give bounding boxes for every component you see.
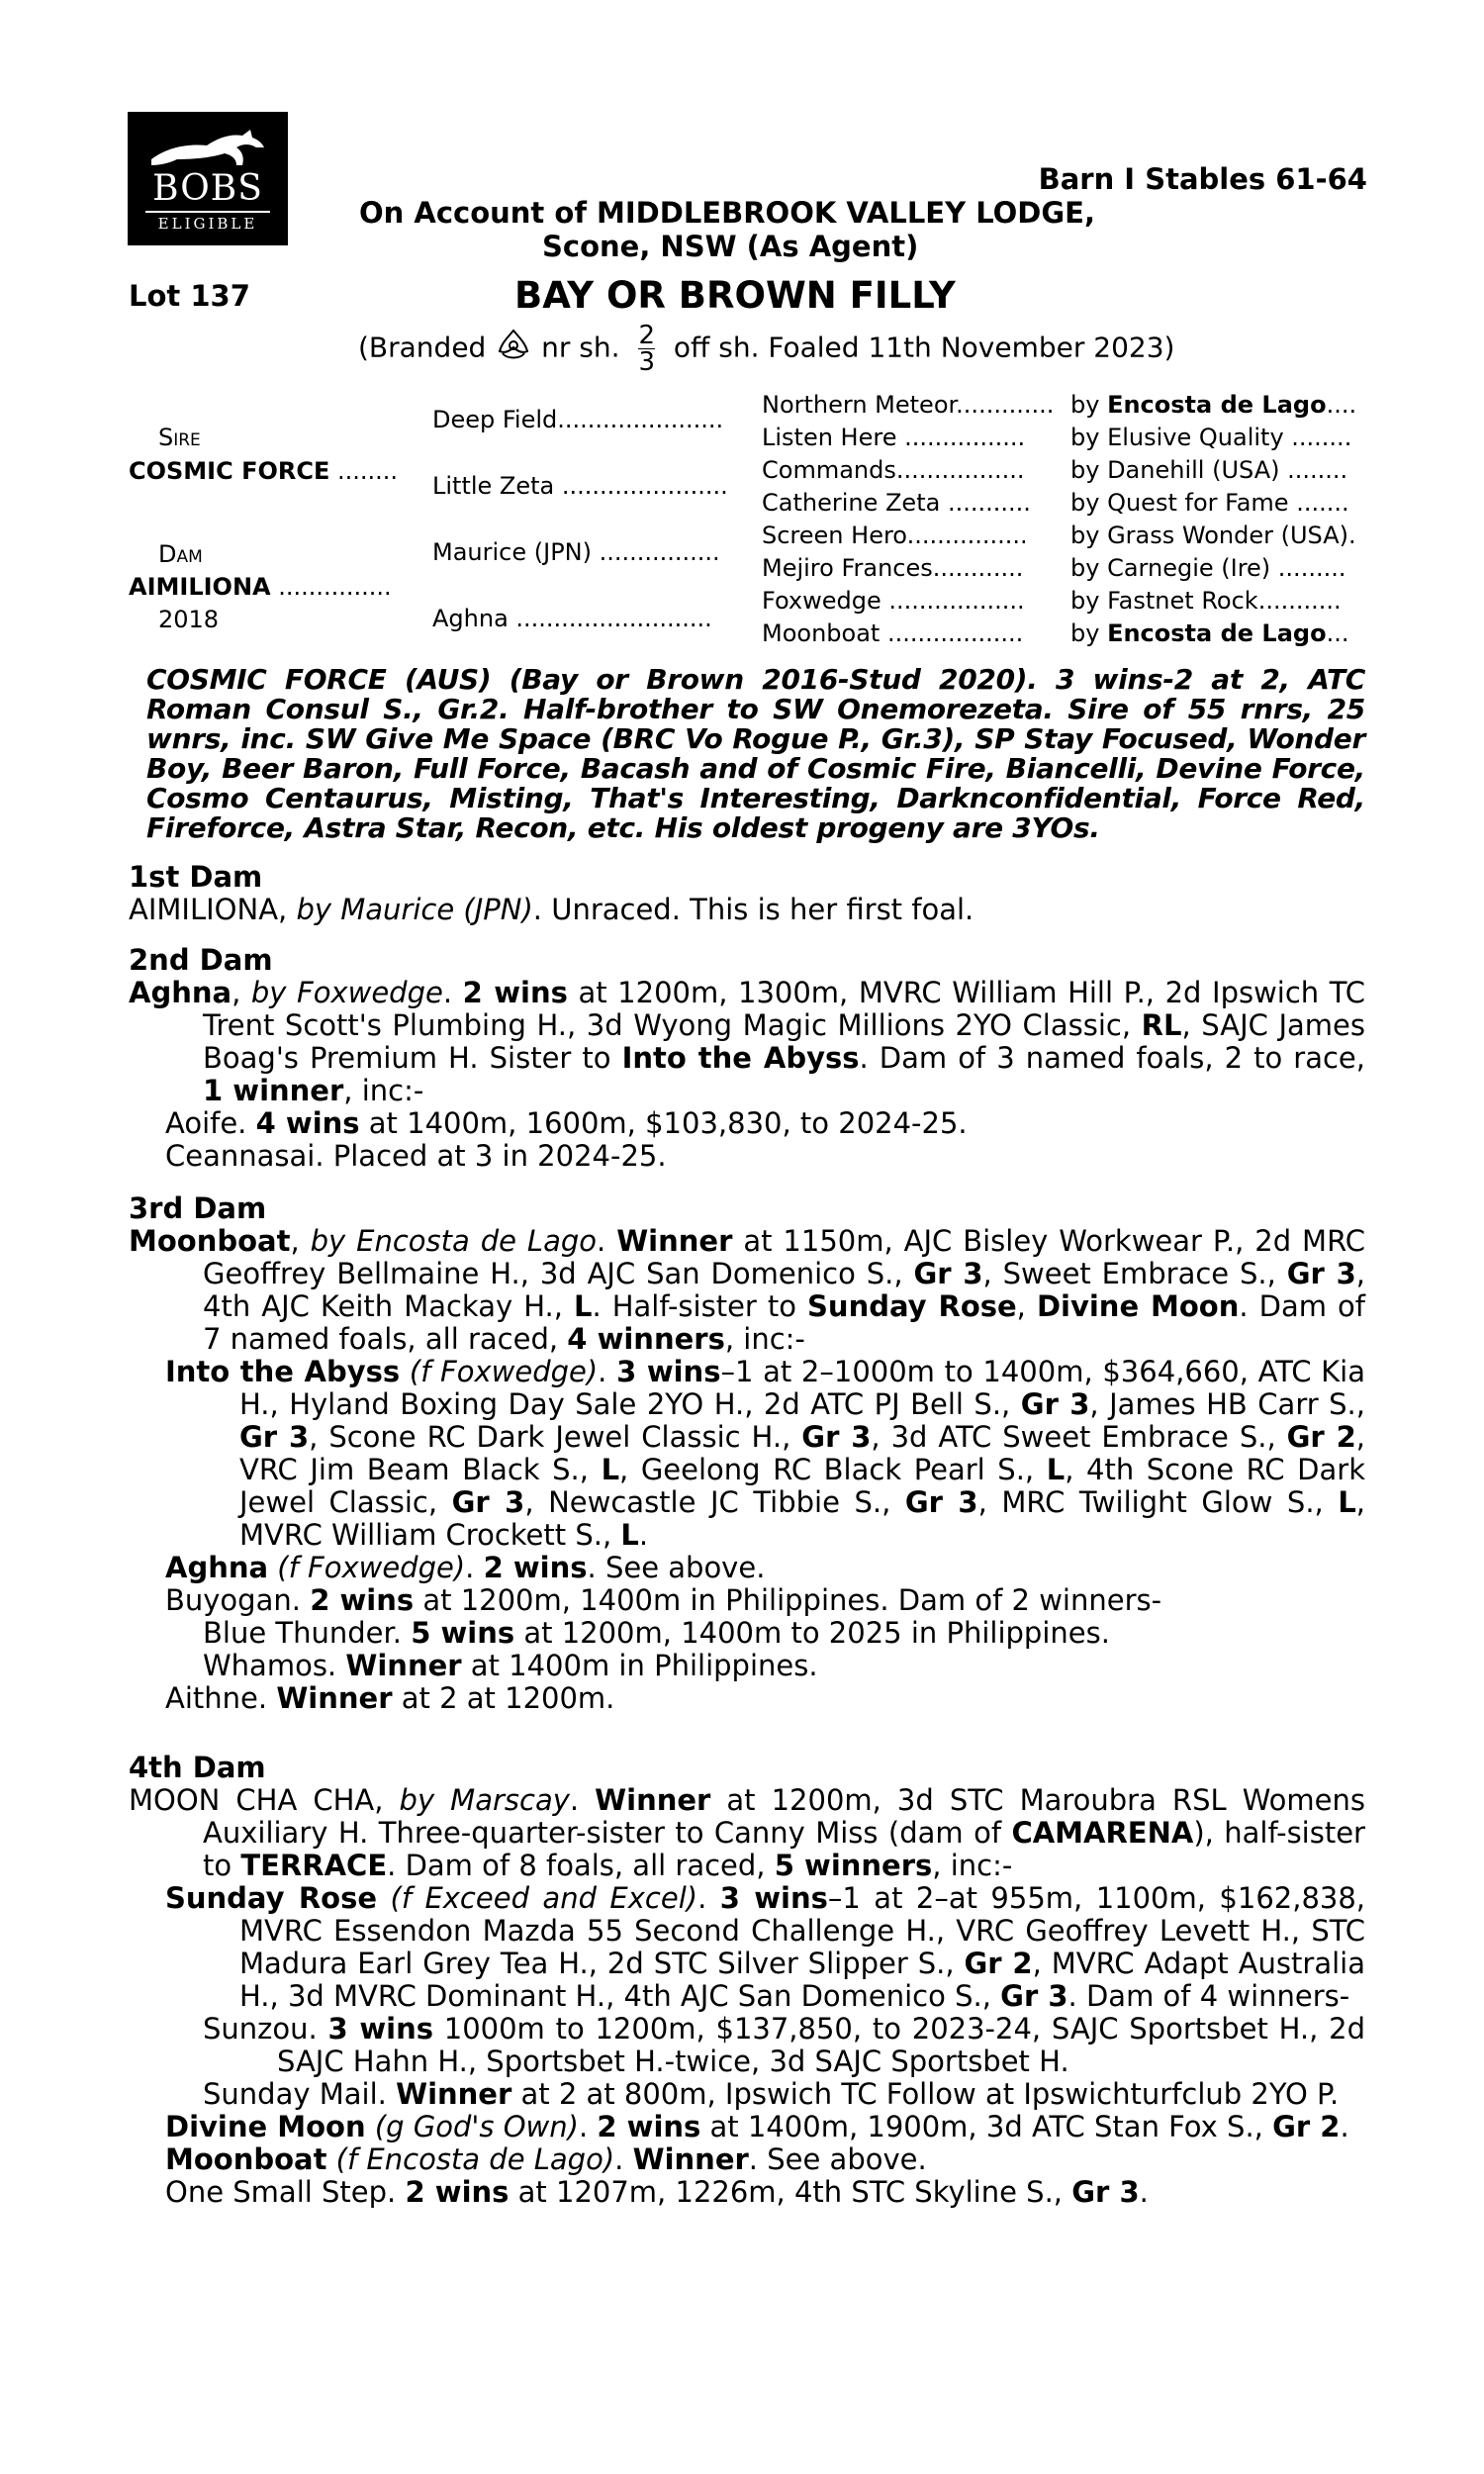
- by-word: by: [1070, 489, 1100, 517]
- fourth-dam-text: [129, 1784, 1365, 1882]
- foal-name: Blue Thunder.: [203, 1616, 412, 1650]
- by-word: by: [1070, 554, 1100, 582]
- gen2-name: Aghna: [432, 605, 509, 632]
- relative-name: Sunday Rose: [807, 1289, 1017, 1323]
- record-text: , VRC Jim Beam Black S.,: [239, 1420, 1365, 1486]
- brand-fraction: [638, 323, 655, 375]
- record-text: , MVRC William Crockett S.,: [239, 1485, 1366, 1552]
- race-grade: Gr 3: [904, 1485, 978, 1519]
- first-dam-text: [129, 894, 1365, 926]
- record-text: , 4th Scone RC Dark Jewel Classic,: [239, 1453, 1365, 1519]
- record-text: , inc:-: [932, 1849, 1013, 1882]
- winners-count: 1 winner: [203, 1074, 344, 1107]
- dam-record-text: . Unraced. This is her first foal.: [532, 893, 974, 926]
- record-text: .: [697, 1881, 720, 1915]
- record-text: , inc:-: [343, 1074, 424, 1107]
- gen2-name: Maurice (JPN): [432, 538, 592, 566]
- record-text: , MRC Twilight Glow S.,: [977, 1485, 1339, 1519]
- gen3-entry: Commands.................: [762, 456, 1025, 484]
- gen3-entry: Northern Meteor.............: [762, 391, 1055, 419]
- wins-text: 2 wins: [462, 976, 568, 1009]
- sire-essay: COSMIC FORCE (AUS) (Bay or Brown 2016-Stud 2020). 3 wins-2 at 2, ATC Roman Consul S., Gr.2. Half-brother to SW Onemorezeta. Sire of 55 rnrs, 25 wnrs, inc. SW Give Me Space (BRC Vo Rogue P., Gr.3), SP Stay Focused, Wonder Boy, Beer Baron, Full Force, Bacash and of Cosmic Fire, Biancelli, Devine Force, Cosmo Centaurus, Misting, That's Interesting, Darknconfidential, Force Red, Fireforce, Astra Star, Recon, etc. His oldest progeny are 3YOs.: [146, 663, 1365, 844]
- record-text: ,: [1016, 1289, 1037, 1323]
- gen3-sire-name: Quest for Fame: [1107, 489, 1289, 517]
- foal-name: Divine Moon: [165, 2110, 366, 2143]
- gen2-entry: Deep Field......................: [432, 406, 724, 433]
- winners-count: 4 winners: [567, 1322, 725, 1356]
- race-grade: Gr 3: [1286, 1257, 1356, 1290]
- record-text: .: [1340, 2110, 1349, 2143]
- foal-name: Aoife.: [165, 1106, 256, 1140]
- record-text: , 4th AJC Keith Mackay H.,: [203, 1257, 1365, 1323]
- foal-name: Moonboat: [165, 2142, 327, 2176]
- gen3-sire-name: Grass Wonder (USA).: [1107, 522, 1356, 549]
- wins-text: 2 wins: [597, 2110, 701, 2143]
- race-grade: Gr 3: [1071, 2175, 1140, 2209]
- gen3-sire: by Danehill (USA) ........: [1070, 456, 1348, 484]
- dam-name: MOON CHA CHA,: [129, 1783, 400, 1817]
- wins-text: Winner: [616, 1224, 733, 1258]
- foal-entry: [129, 1140, 1365, 1173]
- third-dam-section: [129, 1192, 1365, 1715]
- grandfoal-entry: [129, 1650, 1365, 1682]
- horse-logo-icon: [147, 126, 268, 171]
- gen3-sire: by Elusive Quality ........: [1070, 424, 1352, 451]
- gen2-name: Deep Field: [432, 406, 558, 433]
- gen3-name: Listen Here: [762, 424, 897, 451]
- race-grade: L: [1046, 1453, 1066, 1486]
- record-text: at 1200m, 1400m to 2025 in Philippines.: [514, 1616, 1110, 1650]
- dam-sire: by Encosta de Lago: [310, 1224, 598, 1258]
- wins-text: Winner: [595, 1783, 711, 1817]
- logo-sub-text: ELIGIBLE: [145, 211, 270, 233]
- gen3-name: Foxwedge: [762, 587, 881, 615]
- foal-sire: (f Encosta de Lago): [326, 2142, 615, 2176]
- gen2-name: Little Zeta: [432, 472, 555, 500]
- gen2-entry: Maurice (JPN) ................: [432, 538, 720, 566]
- gen3-entry: Mejiro Frances............: [762, 554, 1024, 582]
- by-word: by: [1070, 424, 1100, 451]
- bobs-eligible-logo: [128, 112, 288, 245]
- record-text: –1 at 2–at 955m, 1100m, $162,838, MVRC Essendon Mazda 55 Second Challenge H., VRC Geoffrey Levett H., STC Madura Earl Grey Tea H., 2d STC Silver Slipper S.,: [239, 1881, 1366, 1980]
- record-text: .: [614, 2142, 633, 2176]
- relative-name: CAMARENA: [1011, 1816, 1194, 1850]
- record-text: , Geelong RC Black Pearl S.,: [619, 1453, 1047, 1486]
- foal-name: Into the Abyss: [165, 1355, 401, 1388]
- record-text: . Dam of 8 foals, all raced,: [387, 1849, 775, 1882]
- record-text: . See above.: [748, 2142, 927, 2176]
- third-dam-heading: 3rd Dam: [129, 1191, 267, 1225]
- race-grade: L: [1338, 1485, 1356, 1519]
- gen3-entry: Foxwedge ..................: [762, 587, 1025, 615]
- dam-sire: by Marscay: [399, 1783, 570, 1817]
- record-text: .: [465, 1551, 484, 1584]
- record-text: , inc:-: [724, 1322, 805, 1356]
- record-text: –1 at 2–1000m to 1400m, $364,660, ATC Kia H., Hyland Boxing Day Sale 2YO H., 2d ATC PJ Bell S.,: [239, 1355, 1366, 1421]
- foal-name: Whamos.: [203, 1649, 346, 1682]
- foal-name: Sunday Mail.: [203, 2077, 397, 2111]
- wins-text: Winner: [276, 1681, 393, 1715]
- brand-line: [358, 323, 1174, 375]
- race-grade: Gr 3: [451, 1485, 525, 1519]
- wins-text: 5 wins: [411, 1616, 515, 1650]
- sire-label: Sire: [158, 424, 201, 451]
- race-grade: Gr 3: [1000, 1979, 1068, 2013]
- gen3-name: Screen Hero: [762, 522, 907, 549]
- record-text: . Dam of 7 named foals, all raced,: [203, 1289, 1365, 1356]
- relative-name: TERRACE: [240, 1849, 388, 1882]
- grandfoal-entry: [129, 1617, 1365, 1650]
- gen3-sire-name: Encosta de Lago: [1107, 619, 1327, 647]
- wins-text: 3 wins: [719, 1881, 828, 1915]
- by-word: by: [1070, 391, 1100, 419]
- sire-row: COSMIC FORCE ........: [129, 457, 399, 485]
- dam-name: Aghna: [129, 976, 232, 1009]
- record-text: .: [638, 1518, 649, 1552]
- race-grade: Gr 3: [913, 1257, 983, 1290]
- record-text: at 1207m, 1226m, 4th STC Skyline S.,: [509, 2175, 1072, 2209]
- foal-name: Aithne.: [165, 1681, 277, 1715]
- record-text: , Sweet Embrace S.,: [982, 1257, 1287, 1290]
- barn-stables: Barn I Stables 61-64: [1038, 162, 1367, 196]
- gen3-name: Catherine Zeta: [762, 489, 941, 517]
- horse-title: BAY OR BROWN FILLY: [514, 274, 956, 317]
- foal-entry: [129, 2176, 1365, 2209]
- record-text: at 1400m, 1600m, $103,830, to 2024-25.: [359, 1106, 968, 1140]
- record-text: 1000m to 1200m, $137,850, to 2023-24, SAJC Sportsbet H., 2d SAJC Hahn H., Sportsbet H.-twice, 3d SAJC Sportsbet H.: [277, 2012, 1365, 2078]
- race-grade: Gr 2: [1272, 2110, 1341, 2143]
- fourth-dam-section: [129, 1752, 1365, 2209]
- by-word: by: [1070, 456, 1100, 484]
- record-text: at 1150m, AJC Bisley Workwear P., 2d MRC Geoffrey Bellmaine H., 3d AJC San Domenico S.,: [203, 1224, 1366, 1290]
- foal-name: Aghna: [165, 1551, 269, 1584]
- gen3-sire-name: Encosta de Lago: [1107, 391, 1327, 419]
- first-dam-heading: 1st Dam: [129, 860, 263, 894]
- gen3-name: Mejiro Frances: [762, 554, 933, 582]
- relative-name: Divine Moon: [1036, 1289, 1240, 1323]
- by-word: by: [1070, 587, 1100, 615]
- race-grade: Gr 3: [1020, 1387, 1090, 1421]
- sire-name: COSMIC FORCE: [129, 457, 330, 485]
- fraction-numerator: 2: [638, 321, 655, 350]
- fraction-denominator: 3: [638, 347, 655, 377]
- foal-entry: [129, 1584, 1365, 1617]
- gen3-sire-name: Carnegie (Ire): [1107, 554, 1271, 582]
- wins-text: 3 wins: [616, 1355, 721, 1388]
- record-text: , James HB Carr S.,: [1089, 1387, 1365, 1421]
- foal-entry: [129, 2143, 1365, 2176]
- record-text: , SAJC James Boag's Premium H. Sister to: [203, 1008, 1365, 1075]
- race-grade: Gr 3: [239, 1420, 310, 1454]
- record-text: ), half-sister to: [203, 1816, 1365, 1882]
- record-text: at 1200m, 1300m, MVRC William Hill P., 2d Ipswich TC Trent Scott's Plumbing H., 3d Wyong Magic Millions 2YO Classic,: [203, 976, 1366, 1042]
- gen3-name: Northern Meteor: [762, 391, 957, 419]
- foal-entry: [129, 1552, 1365, 1584]
- gen3-sire: by Carnegie (Ire) .........: [1070, 554, 1346, 582]
- wins-text: 2 wins: [405, 2175, 510, 2209]
- brand-prefix: (Branded: [358, 331, 487, 364]
- record-text: at 1200m, 1400m in Philippines. Dam of 2 winners-: [414, 1583, 1162, 1617]
- record-text: at 2 at 800m, Ipswich TC Follow at Ipswichturfclub 2YO P.: [511, 2077, 1340, 2111]
- grandfoal-entry: [129, 2013, 1365, 2078]
- by-word: by: [1070, 522, 1100, 549]
- gen3-sire-name: Fastnet Rock: [1107, 587, 1258, 615]
- gen3-entry: Listen Here ................: [762, 424, 1026, 451]
- foal-name: Sunzou.: [203, 2012, 328, 2046]
- dam-row: AIMILIONA ...............: [129, 573, 392, 601]
- gen2-entry: Little Zeta ......................: [432, 472, 728, 500]
- vendor-account: On Account of MIDDLEBROOK VALLEY LODGE,: [359, 196, 1096, 230]
- foal-name: Buyogan.: [165, 1583, 311, 1617]
- race-grade: Gr 2: [964, 1947, 1033, 1980]
- race-grade: L: [573, 1289, 593, 1323]
- logo-brand-text: BOBS: [152, 168, 263, 209]
- foal-sire: (f Exceed and Excel): [377, 1881, 698, 1915]
- dam-name-text: AIMILIONA,: [129, 893, 297, 926]
- foal-name: Sunday Rose: [165, 1881, 378, 1915]
- second-dam-heading: 2nd Dam: [129, 943, 273, 977]
- dam-label: Dam: [158, 540, 203, 568]
- foal-entry: [129, 2111, 1365, 2143]
- wins-text: 4 wins: [255, 1106, 360, 1140]
- gen3-entry: Screen Hero................: [762, 522, 1028, 549]
- record-text: .: [1139, 2175, 1149, 2209]
- brand-mark-icon: [495, 328, 532, 361]
- wins-text: Winner: [632, 2142, 749, 2176]
- foal-entry: [129, 1107, 1365, 1140]
- race-grade: L: [620, 1518, 639, 1552]
- foal-entry: Into the Abyss (f Foxwedge). 3 wins–1 at 2–1000m to 1400m, $364,660, ATC Kia H., Hyland Boxing Day Sale 2YO H., 2d ATC PJ Bell S., Gr 3, James HB Carr S., Gr 3, Scone RC Dark Jewel Classic H., Gr 3, 3d ATC Sweet Embrace S., Gr 2, VRC Jim Beam Black S., L, Geelong RC Black Pearl S., L, 4th Scone RC Dark Jewel Classic, Gr 3, Newcastle JC Tibbie S., Gr 3, MRC Twilight Glow S., L, MVRC William Crockett S., L.: [165, 1355, 1366, 1552]
- lot-number: Lot 137: [129, 279, 250, 313]
- foal-entry: [129, 1882, 1365, 2013]
- vendor-location: Scone, NSW (As Agent): [542, 230, 919, 263]
- record-text: , MVRC Adapt Australia H., 3d MVRC Dominant H., 4th AJC San Domenico S.,: [239, 1947, 1365, 2013]
- record-text: , 3d ATC Sweet Embrace S.,: [871, 1420, 1287, 1454]
- gen3-sire: by Encosta de Lago...: [1070, 619, 1349, 647]
- gen3-sire: [1070, 522, 1356, 549]
- gen3-name: Moonboat: [762, 619, 881, 647]
- brand-suffix: off sh. Foaled 11th November 2023): [673, 331, 1175, 364]
- by-word: by: [1070, 619, 1100, 647]
- foal-sire: (f Foxwedge): [268, 1551, 466, 1584]
- dam-name: Moonboat: [129, 1224, 291, 1258]
- dam-year: 2018: [158, 606, 220, 633]
- gen3-sire-name: Elusive Quality: [1107, 424, 1284, 451]
- dam-sire-text: by Maurice (JPN): [296, 893, 533, 926]
- record-text: at 1400m, 1900m, 3d ATC Stan Fox S.,: [700, 2110, 1273, 2143]
- dam-name: AIMILIONA: [129, 573, 271, 601]
- record-text: at 1400m in Philippines.: [461, 1649, 818, 1682]
- foal-entry: [129, 1682, 1365, 1715]
- foal-name: One Small Step.: [165, 2175, 406, 2209]
- race-grade: Gr 3: [801, 1420, 872, 1454]
- foal-name: Ceannasai. Placed at 3 in 2024-25.: [165, 1139, 667, 1173]
- race-grade: RL: [1141, 1008, 1182, 1042]
- record-text: . See above.: [587, 1551, 766, 1584]
- foal-sire: (f Foxwedge): [400, 1355, 599, 1388]
- gen3-name: Commands: [762, 456, 896, 484]
- grandfoal-entry: [129, 2078, 1365, 2111]
- foal-sire: (g God's Own): [365, 2110, 579, 2143]
- relative-name: Into the Abyss: [621, 1041, 860, 1075]
- gen3-entry: Moonboat ..................: [762, 619, 1024, 647]
- wins-text: 2 wins: [483, 1551, 588, 1584]
- record-text: . Half-sister to: [592, 1289, 808, 1323]
- record-text: . Dam of 4 winners-: [1067, 1979, 1350, 2013]
- gen3-sire: by Fastnet Rock...........: [1070, 587, 1342, 615]
- dam-sire: by Foxwedge: [250, 976, 443, 1009]
- third-dam-text: Moonboat, by Encosta de Lago. Winner at 1150m, AJC Bisley Workwear P., 2d MRC Geoffrey Bellmaine H., 3d AJC San Domenico S., Gr 3, Sweet Embrace S., Gr 3, 4th AJC Keith Mackay H., L. Half-sister to Sunday Rose, Divine Moon. Dam of 7 named foals, all raced, 4 winners, inc:-: [129, 1224, 1366, 1356]
- wins-text: Winner: [345, 1649, 462, 1682]
- record-text: .: [569, 1783, 596, 1817]
- wins-text: 2 wins: [310, 1583, 415, 1617]
- gen3-entry: Catherine Zeta ...........: [762, 489, 1031, 517]
- first-dam-section: [129, 861, 1365, 926]
- second-dam-section: [129, 944, 1365, 1173]
- record-text: at 1200m, 3d STC Maroubra RSL Womens Auxiliary H. Three-quarter-sister to Canny Miss (dam of: [203, 1783, 1365, 1850]
- gen3-sire-name: Danehill (USA): [1107, 456, 1280, 484]
- brand-near-side: nr sh.: [541, 331, 620, 364]
- gen3-sire: by Quest for Fame .......: [1070, 489, 1349, 517]
- record-text: at 2 at 1200m.: [392, 1681, 615, 1715]
- winners-count: 5 winners: [774, 1849, 933, 1882]
- race-grade: Gr 2: [1286, 1420, 1356, 1454]
- gen3-sire: by Encosta de Lago....: [1070, 391, 1357, 419]
- wins-text: 3 wins: [327, 2012, 433, 2046]
- record-text: , Newcastle JC Tibbie S.,: [524, 1485, 905, 1519]
- record-text: . Dam of 3 named foals, 2 to race,: [859, 1041, 1365, 1075]
- record-text: .: [578, 2110, 598, 2143]
- second-dam-text: Aghna, by Foxwedge. 2 wins at 1200m, 1300m, MVRC William Hill P., 2d Ipswich TC Trent Scott's Plumbing H., 3d Wyong Magic Millions 2YO Classic, RL, SAJC James Boag's Premium H. Sister to Into the Abyss. Dam of 3 named foals, 2 to race, 1 winner, inc:-: [129, 976, 1366, 1107]
- record-text: , Scone RC Dark Jewel Classic H.,: [309, 1420, 802, 1454]
- gen2-entry: Aghna ..........................: [432, 605, 712, 632]
- fourth-dam-heading: 4th Dam: [129, 1751, 266, 1784]
- race-grade: L: [601, 1453, 620, 1486]
- wins-text: Winner: [396, 2077, 512, 2111]
